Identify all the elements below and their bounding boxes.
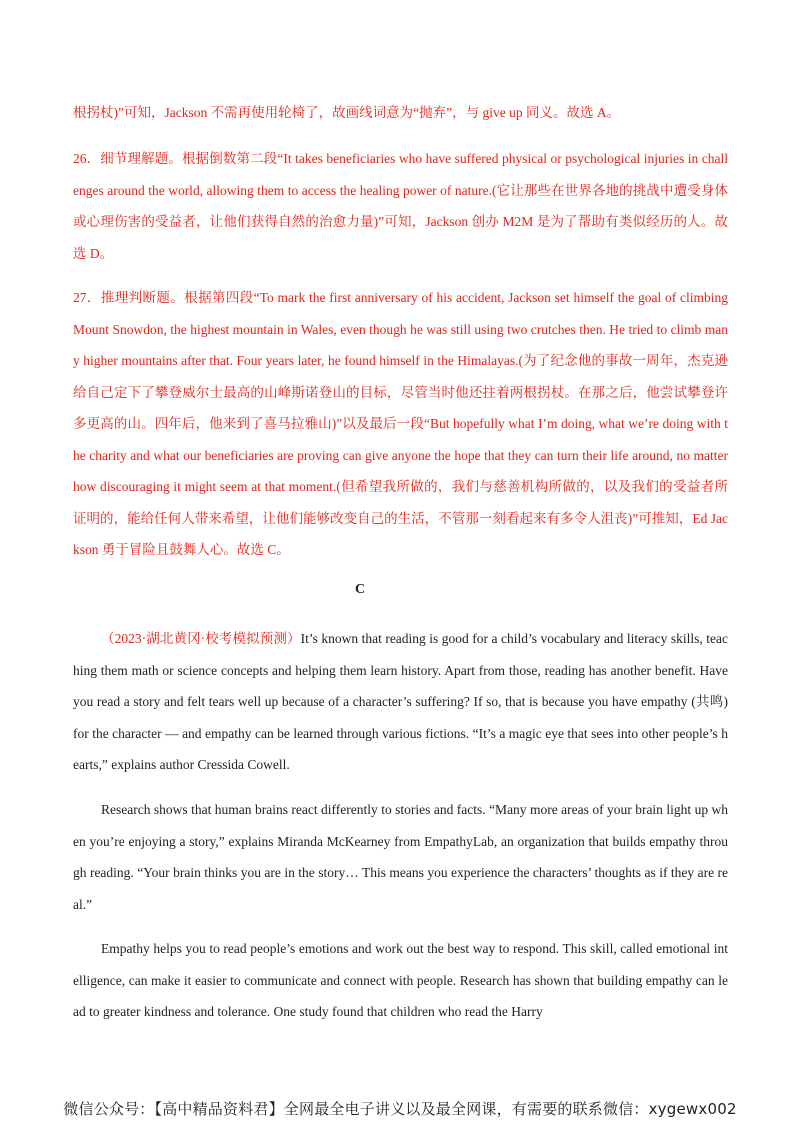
section-heading: C (354, 582, 366, 597)
answer-q25-tail: 根拐杖)”可知，Jackson 不需再使用轮椅了，故画线词意为“抛弃”，与 give up 同义。故选 A。 (73, 105, 621, 120)
answer-q27: 27．推理判断题。根据第四段“To mark the first anniversary of his accident, Jackson set himself the goal of climbing Mount Snowdon, the highest mountain in Wales, even though he was still using two crutches then. He tried to climb many higher mountains after that. Four years later, he found himself in the Himalayas.(为了纪念他的事故一周年，杰克逊给自己定下了攀登威尔士最高的山峰斯诺登山的目标，尽管当时他还拄着两根拐杖。在那之后，他尝试攀登许多更高的山。四年后，他来到了喜马拉雅山)”以及最后一段“But hopefully what I’m doing, what we’re doing with the charity and what our beneficiaries are proving can give anyone the hope that they can turn their life around, no matter how discouraging it might seem at that moment.(但希望我所做的，我们与慈善机构所做的，以及我们的受益者所证明的，能给任何人带来希望，让他们能够改变自己的生活，不管那一刻看起来有多令人沮丧)”可推知，Ed Jackson 勇于冒险且鼓舞人心。故选 C。 (73, 290, 728, 557)
footer-contact: 微信公众号：【高中精品资料君】全网最全电子讲义以及最全网课，有需要的联系微信：xygewx002 (63, 1100, 737, 1118)
passage-paragraph-3: Empathy helps you to read people’s emotions and work out the best way to respond. This skill, called emotional intelligence, can make it easier to communicate and connect with people. Research has shown that building empathy can lead to greater kindness and tolerance. One study found that children who read the Harry (73, 941, 728, 1019)
passage-paragraph-1 (73, 623, 728, 781)
source-label: （2023·湖北黄冈·校考模拟预测） (101, 631, 301, 646)
answer-q26: 26．细节理解题。根据倒数第二段“It takes beneficiaries who have suffered physical or psychological injuries in challenges around the world, allowing them to access the healing power of nature.(它让那些在世界各地的挑战中遭受身体或心理伤害的受益者，让他们获得自然的治愈力量)”可知，Jackson 创办 M2M 是为了帮助有类似经历的人。故选 D。 (73, 151, 728, 261)
paragraph-1-text: It’s known that reading is good for a child’s vocabulary and literacy skills, teaching them math or science concepts and helping them learn history. Apart from those, reading has another benefit. Have you read a story and felt tears well up because of a character’s suffering? If so, that is because you have empathy (共鸣) for the character — and empathy can be learned through various fictions. “It’s a magic eye that sees into other people’s hearts,” explains author Cressida Cowell. (73, 631, 728, 772)
passage-paragraph-2: Research shows that human brains react differently to stories and facts. “Many more areas of your brain light up when you’re enjoying a story,” explains Miranda McKearney from EmpathyLab, an organization that builds empathy through reading. “Your brain thinks you are in the story… This means you experience the characters’ thoughts as if they are real.” (73, 802, 728, 912)
